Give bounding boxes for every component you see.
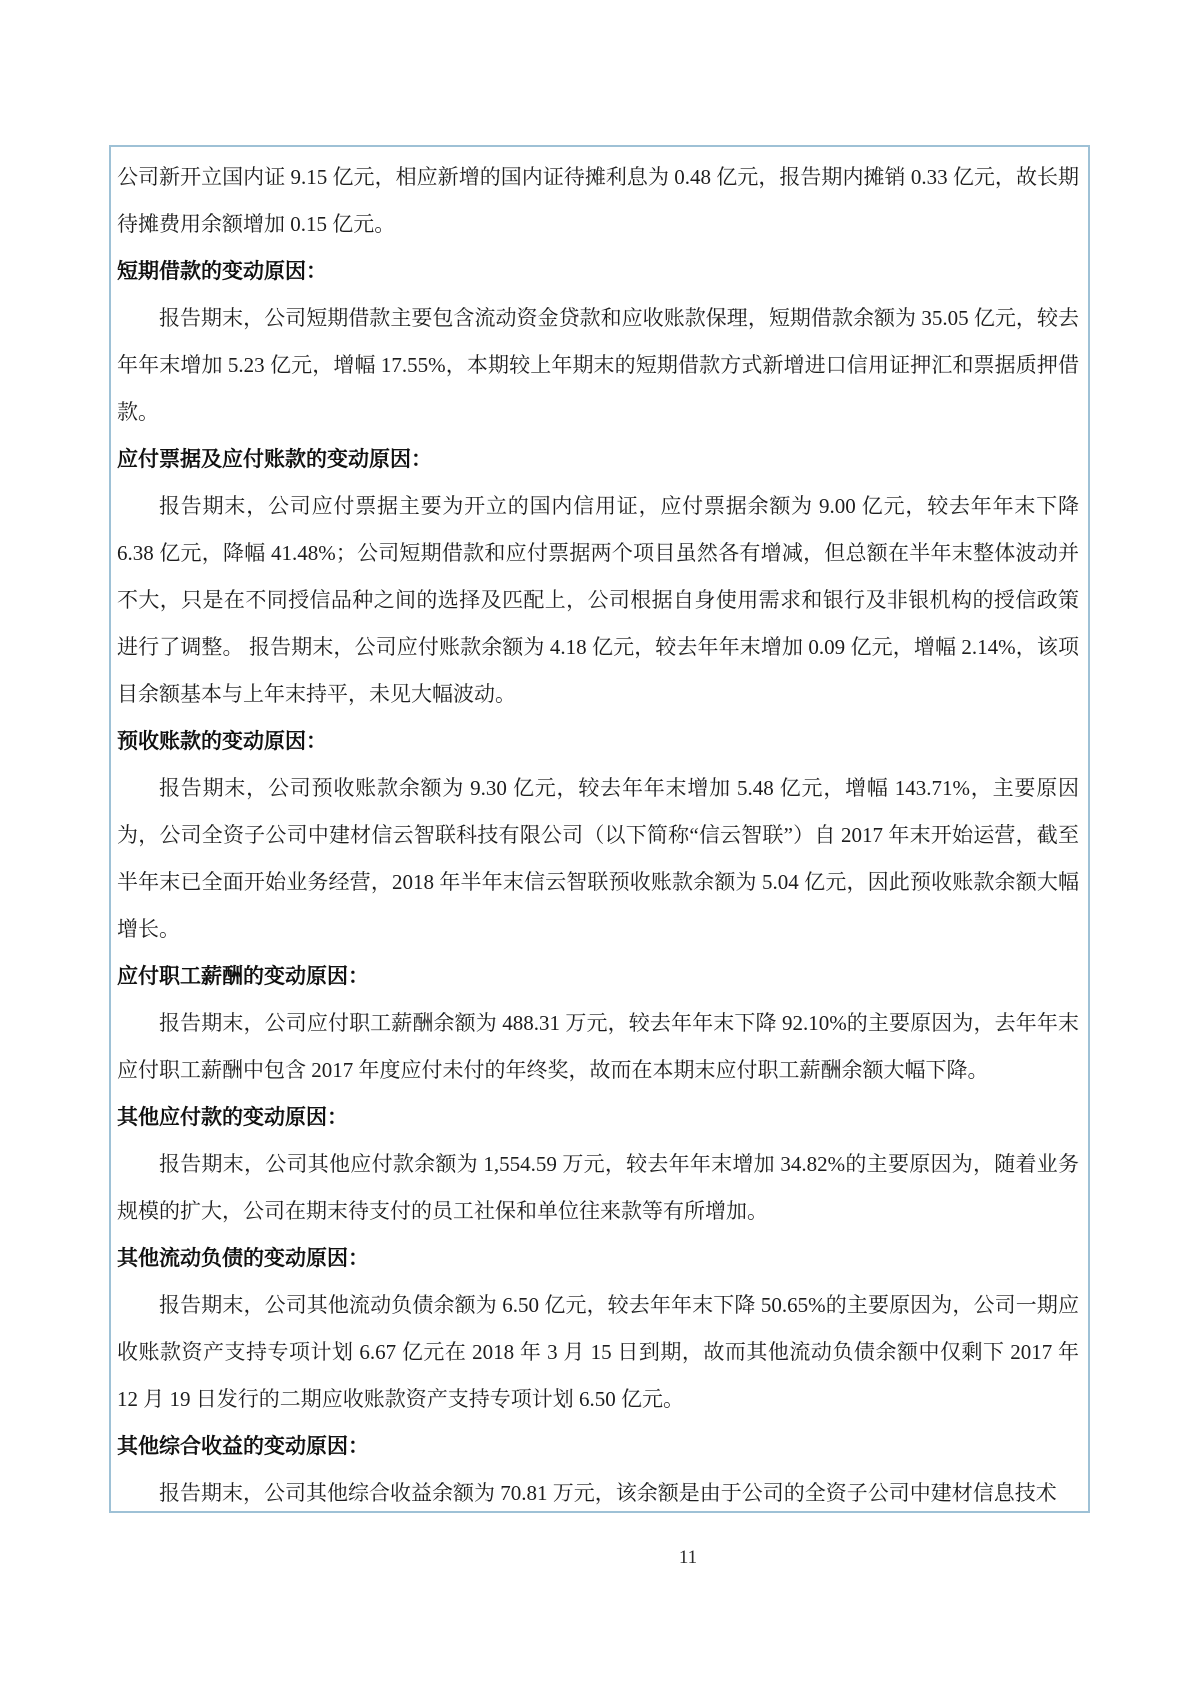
section-body-other-current-liabilities: 报告期末，公司其他流动负债余额为 6.50 亿元，较去年年末下降 50.65%的主要原因为，公司一期应收账款资产支持专项计划 6.67 亿元在 2018 年 3 月 15 日到期，故而其他流动负债余额中仅剩下 2017 年 12 月 19 日发行的二期应收账款资产支持专项计划 6.50 亿元。 bbox=[117, 1293, 1079, 1411]
section-body-employee-compensation-payable: 报告期末，公司应付职工薪酬余额为 488.31 万元，较去年年末下降 92.10%的主要原因为，去年年末应付职工薪酬中包含 2017 年度应付未付的年终奖，故而在本期末应付职工薪酬余额大幅下降。 bbox=[117, 1011, 1079, 1082]
section-heading-employee-compensation-payable: 应付职工薪酬的变动原因： bbox=[117, 964, 369, 988]
section-body-short-term-loans: 报告期末，公司短期借款主要包含流动资金贷款和应收账款保理，短期借款余额为 35.05 亿元，较去年年末增加 5.23 亿元，增幅 17.55%，本期较上年期末的短期借款方式新增进口信用证押汇和票据质押借款。 bbox=[117, 306, 1079, 424]
page-number: 11 bbox=[678, 1547, 698, 1568]
section-heading-other-current-liabilities: 其他流动负债的变动原因： bbox=[117, 1246, 369, 1270]
content-border-box bbox=[109, 145, 1090, 1513]
section-heading-other-comprehensive-income: 其他综合收益的变动原因： bbox=[117, 1434, 369, 1458]
paragraph-continuation: 公司新开立国内证 9.15 亿元，相应新增的国内证待摊利息为 0.48 亿元，报告期内摊销 0.33 亿元，故长期待摊费用余额增加 0.15 亿元。 bbox=[117, 165, 1079, 236]
section-body-other-payables: 报告期末，公司其他应付款余额为 1,554.59 万元，较去年年末增加 34.82%的主要原因为，随着业务规模的扩大，公司在期末待支付的员工社保和单位往来款等有所增加。 bbox=[117, 1152, 1079, 1223]
section-body-advances-received: 报告期末，公司预收账款余额为 9.30 亿元，较去年年末增加 5.48 亿元，增幅 143.71%，主要原因为，公司全资子公司中建材信云智联科技有限公司（以下简称“信云智联”）自 2017 年末开始运营，截至半年末已全面开始业务经营，2018 年半年末信云智联预收账款余额为 5.04 亿元，因此预收账款余额大幅增长。 bbox=[117, 776, 1079, 941]
section-body-notes-and-accounts-payable: 报告期末，公司应付票据主要为开立的国内信用证，应付票据余额为 9.00 亿元，较去年年末下降 6.38 亿元，降幅 41.48%；公司短期借款和应付票据两个项目虽然各有增减，但总额在半年末整体波动并不大，只是在不同授信品种之间的选择及匹配上，公司根据自身使用需求和银行及非银机构的授信政策进行了调整。 报告期末，公司应付账款余额为 4.18 亿元，较去年年末增加 0.09 亿元，增幅 2.14%，该项目余额基本与上年末持平，未见大幅波动。 bbox=[117, 494, 1079, 706]
section-heading-other-payables: 其他应付款的变动原因： bbox=[117, 1105, 348, 1129]
section-body-other-comprehensive-income: 报告期末，公司其他综合收益余额为 70.81 万元，该余额是由于公司的全资子公司中建材信息技术 bbox=[159, 1481, 1057, 1505]
section-heading-advances-received: 预收账款的变动原因： bbox=[117, 729, 327, 753]
section-heading-short-term-loans: 短期借款的变动原因： bbox=[117, 259, 327, 283]
section-heading-notes-and-accounts-payable: 应付票据及应付账款的变动原因： bbox=[117, 447, 432, 471]
